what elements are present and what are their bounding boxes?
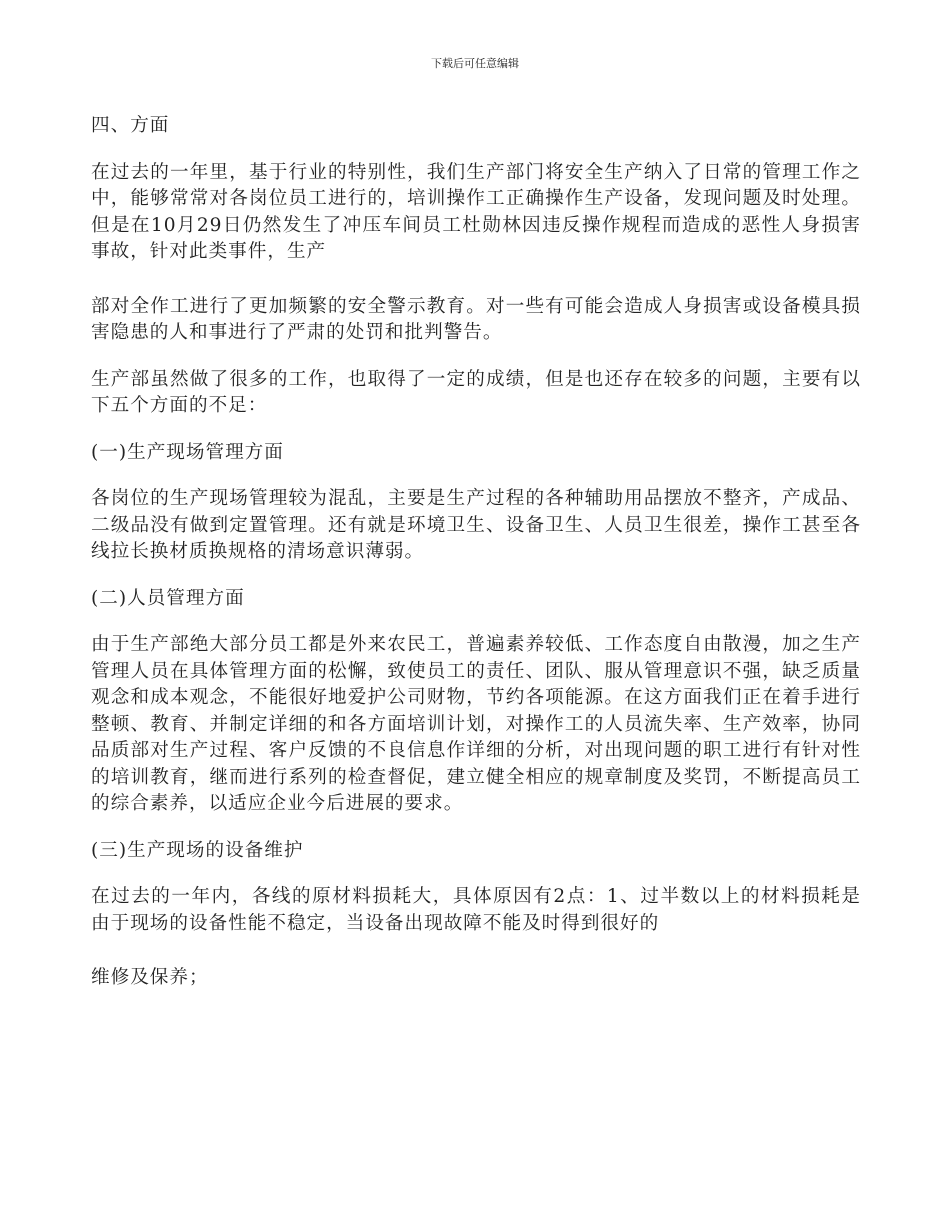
page-header: 下载后可任意编辑 [431, 57, 519, 70]
section-heading: 四、方面 [91, 115, 170, 136]
paragraph-safety-education: 部对全作工进行了更加频繁的安全警示教育。对一些有可能会造成人身损害或设备模具损害隐患的人和事进行了严肃的处罚和批判警告。 [91, 295, 861, 343]
subheading-personnel-management: (二)人员管理方面 [91, 587, 245, 609]
paragraph-site-management: 各岗位的生产现场管理较为混乱，主要是生产过程的各种辅助用品摆放不整齐，产成品、二级品没有做到定置管理。还有就是环境卫生、设备卫生、人员卫生很差，操作工甚至各线拉长换材质换规格的清场意识薄弱。 [91, 488, 861, 562]
paragraph-material-loss: 在过去的一年内，各线的原材料损耗大，具体原因有2点：1、过半数以上的材料损耗是由于现场的设备性能不稳定，当设备出现故障不能及时得到很好的 [91, 886, 861, 934]
paragraph-repair-maintenance: 维修及保养； [91, 967, 209, 988]
document-body [91, 113, 861, 992]
subheading-site-management: (一)生产现场管理方面 [91, 441, 284, 463]
paragraph-personnel-management: 由于生产部绝大部分员工都是外来农民工，普遍素养较低、工作态度自由散漫，加之生产管理人员在具体管理方面的松懈，致使员工的责任、团队、服从管理意识不强，缺乏质量观念和成本观念，不能很好地爱护公司财物，节约各项能源。在这方面我们正在着手进行整顿、教育、并制定详细的和各方面培训计划，对操作工的人员流失率、生产效率，协同品质部对生产过程、客户反馈的不良信息作详细的分析，对出现问题的职工进行有针对性的培训教育，继而进行系列的检查督促，建立健全相应的规章制度及奖罚，不断提高员工的综合素养，以适应企业今后进展的要求。 [91, 634, 861, 814]
paragraph-safety-intro: 在过去的一年里，基于行业的特别性，我们生产部门将安全生产纳入了日常的管理工作之中，能够常常对各岗位员工进行的，培训操作工正确操作生产设备，发现问题及时处理。但是在10月29日仍然发生了冲压车间员工杜勋林因违反操作规程而造成的恶性人身损害事故，针对此类事件，生产 [91, 161, 861, 262]
paragraph-shortcomings-intro: 生产部虽然做了很多的工作，也取得了一定的成绩，但是也还存在较多的问题，主要有以下五个方面的不足： [91, 368, 861, 416]
subheading-equipment-maintenance: (三)生产现场的设备维护 [91, 839, 304, 861]
